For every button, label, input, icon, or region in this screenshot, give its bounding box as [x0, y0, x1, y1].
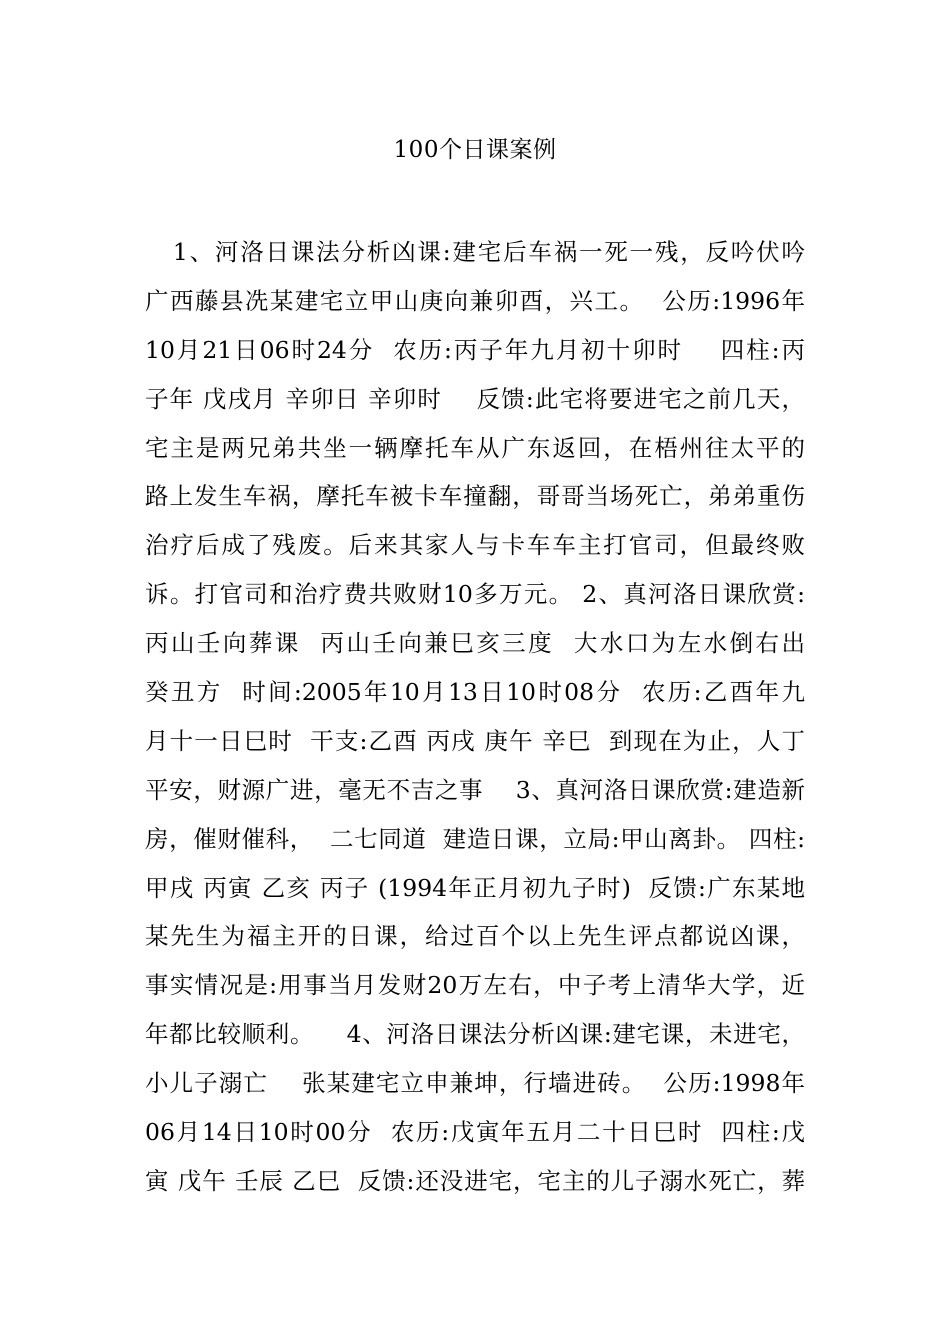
- text-line: 月十一日巳时 干支:乙酉 丙戌 庚午 辛巳 到现在为止，人丁: [145, 726, 805, 755]
- text-line: 甲戌 丙寅 乙亥 丙子 (1994年正月初九子时) 反馈:广东某地: [145, 873, 805, 902]
- text-line: 宅主是两兄弟共坐一辆摩托车从广东返回，在梧州往太平的: [145, 433, 805, 462]
- text-line: 小儿子溺亡 张某建宅立申兼坤，行墙进砖。 公历:1998年: [145, 1069, 805, 1098]
- text-line: 1、河洛日课法分析凶课:建宅后车祸一死一残，反吟伏吟: [145, 238, 805, 266]
- text-line: 06月14日10时00分 农历:戊寅年五月二十日巳时 四柱:戊: [145, 1118, 805, 1147]
- text-line: 子年 戊戌月 辛卯日 辛卯时 反馈:此宅将要进宅之前几天，: [145, 384, 805, 413]
- text-line: 癸丑方 时间:2005年10月13日10时08分 农历:乙酉年九: [145, 678, 805, 707]
- document-body: [145, 228, 805, 1206]
- text-line: 寅 戊午 壬辰 乙巳 反馈:还没进宅，宅主的儿子溺水死亡，葬: [145, 1166, 805, 1195]
- text-line: 丙山壬向葬课 丙山壬向兼巳亥三度 大水口为左水倒右出: [145, 629, 805, 658]
- text-line: 路上发生车祸，摩托车被卡车撞翻，哥哥当场死亡，弟弟重伤: [145, 482, 805, 511]
- text-line: 广西藤县冼某建宅立甲山庚向兼卯酉，兴工。 公历:1996年: [145, 286, 805, 315]
- text-line: 治疗后成了残废。后来其家人与卡车车主打官司，但最终败: [145, 531, 805, 560]
- text-line: 事实情况是:用事当月发财20万左右，中子考上清华大学，近: [145, 971, 805, 1000]
- text-line: 年都比较顺利。 4、河洛日课法分析凶课:建宅课，未进宅，: [145, 1020, 805, 1049]
- document-title: 100个日课案例: [393, 137, 557, 163]
- text-line: 平安，财源广进，毫无不吉之事 3、真河洛日课欣赏:建造新: [145, 775, 805, 804]
- text-line: 诉。打官司和治疗费共败财10多万元。 2、真河洛日课欣赏:: [145, 580, 805, 609]
- text-line: 某先生为福主开的日课，给过百个以上先生评点都说凶课，: [145, 922, 805, 951]
- text-line: 房，催财催科， 二七同道 建造日课，立局:甲山离卦。 四柱:: [145, 824, 805, 853]
- text-line: 10月21日06时24分 农历:丙子年九月初十卯时 四柱:丙: [145, 335, 805, 364]
